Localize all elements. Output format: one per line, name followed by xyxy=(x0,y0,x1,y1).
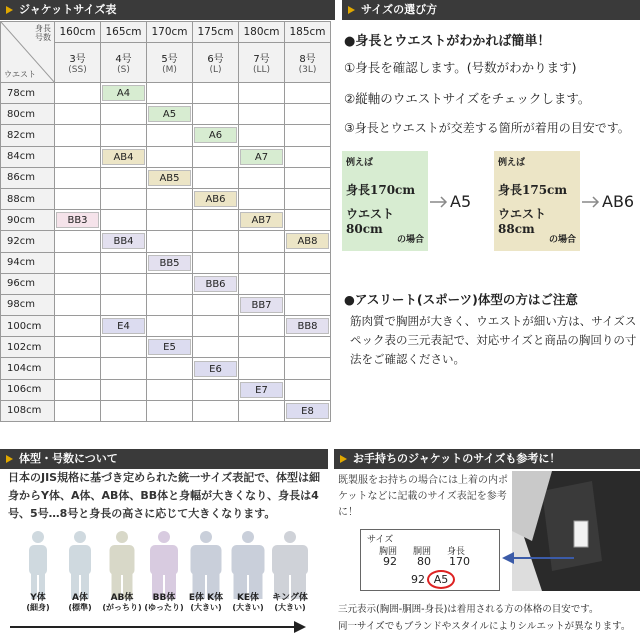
column-height-header: 170cm xyxy=(147,22,193,43)
waist-label: 98cm xyxy=(1,294,55,315)
size-cell xyxy=(147,125,193,146)
column-size-label: (L) xyxy=(209,64,222,75)
foot-note-2: 同一サイズでもブランドやスタイルによりシルエットが異なります。 xyxy=(338,621,631,632)
column-size-header xyxy=(239,43,285,83)
size-cell xyxy=(55,83,101,104)
column-size-header xyxy=(147,43,193,83)
size-cell xyxy=(147,104,193,125)
size-cell xyxy=(193,167,239,188)
size-cell xyxy=(147,400,193,421)
own-jacket-header xyxy=(334,449,640,469)
size-cell xyxy=(239,294,285,315)
body-type-title: 体型・号数について xyxy=(19,452,118,465)
own-jacket-title: お手持ちのジャケットのサイズも参考に！ xyxy=(353,452,561,465)
size-cell xyxy=(55,167,101,188)
size-cell xyxy=(239,231,285,252)
how-to-choose-panel xyxy=(342,0,640,380)
size-cell xyxy=(147,188,193,209)
bottom-section xyxy=(0,441,640,640)
column-number: 8号 xyxy=(299,53,316,65)
column-size-header xyxy=(193,43,239,83)
arrow-right-icon xyxy=(430,195,448,209)
body-type-desc: (大きい) xyxy=(274,603,306,612)
body-figure-icon xyxy=(226,529,270,601)
example-label: 例えば xyxy=(346,158,374,168)
size-cell xyxy=(285,379,331,400)
athlete-title: ●アスリート(スポーツ)体型の方はご注意 xyxy=(344,292,578,307)
size-table-title: ジャケットサイズ表 xyxy=(19,3,117,16)
waist-label: 106cm xyxy=(1,379,55,400)
table-row xyxy=(1,125,331,146)
body-type-header xyxy=(0,449,328,469)
column-size-header xyxy=(101,43,147,83)
column-number: 6号 xyxy=(207,53,224,65)
table-corner xyxy=(1,22,55,83)
example-result-2: AB6 xyxy=(602,192,635,211)
size-cell xyxy=(101,83,147,104)
size-cell xyxy=(55,337,101,358)
column-height-header: 165cm xyxy=(101,22,147,43)
size-cell xyxy=(55,104,101,125)
table-row xyxy=(1,294,331,315)
size-cell xyxy=(147,83,193,104)
size-cell xyxy=(101,400,147,421)
size-table xyxy=(0,21,331,422)
column-number: 3号 xyxy=(69,53,86,65)
arrow-right-icon xyxy=(10,621,306,633)
size-cell xyxy=(193,210,239,231)
step-1: ①身長を確認します。(号数がわかります) xyxy=(344,60,577,75)
size-cell xyxy=(193,83,239,104)
size-cell xyxy=(193,104,239,125)
size-cell xyxy=(193,125,239,146)
step-3: ③身長とウエストが交差する箇所が着用の目安です。 xyxy=(344,121,630,135)
size-cell xyxy=(285,210,331,231)
size-cell xyxy=(147,252,193,273)
body-type-label xyxy=(142,593,186,613)
column-height-header: 185cm xyxy=(285,22,331,43)
table-row xyxy=(1,400,331,421)
body-type-desc: (細身) xyxy=(26,603,50,612)
body-figure-icon xyxy=(100,529,144,601)
size-code: BB7 xyxy=(240,297,283,313)
body-type-name: KE体 xyxy=(236,593,260,603)
body-figure-icon xyxy=(16,529,60,601)
label-size-code: A5 xyxy=(427,570,455,589)
size-cell xyxy=(193,379,239,400)
column-size-label: (3L) xyxy=(298,64,317,75)
size-cell xyxy=(193,358,239,379)
column-height-header: 160cm xyxy=(55,22,101,43)
size-cell xyxy=(101,316,147,337)
table-row xyxy=(1,210,331,231)
example-waist: ウエスト88cm xyxy=(498,207,547,236)
size-cell xyxy=(55,400,101,421)
size-cell xyxy=(239,337,285,358)
size-cell xyxy=(285,252,331,273)
size-cell xyxy=(55,379,101,400)
size-cell xyxy=(285,273,331,294)
body-figure-icon xyxy=(268,529,312,601)
size-cell xyxy=(193,252,239,273)
howto-title: ●身長とウエストがわかれば簡単！ xyxy=(344,34,551,49)
size-cell xyxy=(101,294,147,315)
size-code: E5 xyxy=(148,339,191,355)
size-cell xyxy=(147,273,193,294)
size-cell xyxy=(147,167,193,188)
body-type-desc: (大きい) xyxy=(190,603,222,612)
size-cell xyxy=(285,167,331,188)
body-type-label xyxy=(58,593,102,613)
body-type-name: BB体 xyxy=(152,593,176,603)
size-code: A4 xyxy=(102,85,145,101)
pointer-arrow-icon xyxy=(502,551,574,565)
table-row xyxy=(1,167,331,188)
size-code: AB4 xyxy=(102,149,145,165)
size-cell xyxy=(55,188,101,209)
size-cell xyxy=(239,358,285,379)
size-cell xyxy=(147,316,193,337)
table-row xyxy=(1,83,331,104)
size-code: AB6 xyxy=(194,191,237,207)
size-code: BB8 xyxy=(286,318,329,334)
size-cell xyxy=(101,379,147,400)
table-row xyxy=(1,273,331,294)
column-size-header xyxy=(285,43,331,83)
table-row xyxy=(1,337,331,358)
size-cell xyxy=(55,358,101,379)
column-size-label: (LL) xyxy=(252,64,271,75)
size-cell xyxy=(147,337,193,358)
body-type-name: E体 K体 xyxy=(188,593,224,603)
waist-label: 102cm xyxy=(1,337,55,358)
foot-note-1: 三元表示(胸囲-胴囲-身長)は着用される方の体格の目安です。 xyxy=(338,604,599,615)
table-row xyxy=(1,231,331,252)
size-cell xyxy=(193,231,239,252)
label-waist-value: 80 xyxy=(417,555,431,568)
example-height: 身長170cm xyxy=(346,183,416,197)
label-h-chest: 胸囲 xyxy=(379,547,398,557)
column-number: 5号 xyxy=(161,53,178,65)
size-cell xyxy=(55,125,101,146)
arrow-right-icon xyxy=(582,195,600,209)
size-label-card xyxy=(360,529,500,591)
size-cell xyxy=(285,104,331,125)
size-cell xyxy=(285,294,331,315)
size-code: E7 xyxy=(240,382,283,398)
size-cell xyxy=(193,294,239,315)
waist-label: 92cm xyxy=(1,231,55,252)
example-label: 例えば xyxy=(498,158,526,168)
size-code: BB4 xyxy=(102,233,145,249)
waist-label: 78cm xyxy=(1,83,55,104)
column-number: 7号 xyxy=(253,53,270,65)
example-case: の場合 xyxy=(396,235,424,245)
waist-label: 96cm xyxy=(1,273,55,294)
example-result-1: A5 xyxy=(450,192,472,211)
label-chest-value: 92 xyxy=(383,555,397,568)
waist-label: 90cm xyxy=(1,210,55,231)
size-cell xyxy=(101,125,147,146)
table-row xyxy=(1,316,331,337)
size-cell xyxy=(285,400,331,421)
size-code: AB5 xyxy=(148,170,191,186)
triangle-icon xyxy=(6,455,13,463)
size-code: E8 xyxy=(286,403,329,419)
size-cell xyxy=(101,358,147,379)
size-cell xyxy=(101,231,147,252)
waist-label: 108cm xyxy=(1,400,55,421)
waist-label: 84cm xyxy=(1,146,55,167)
step-2: ②縦軸のウエストサイズをチェックします。 xyxy=(344,91,591,106)
waist-label: 88cm xyxy=(1,188,55,209)
size-code: A7 xyxy=(240,149,283,165)
body-type-name: Y体 xyxy=(30,593,46,603)
triangle-icon xyxy=(340,455,347,463)
size-code: A6 xyxy=(194,127,237,143)
size-cell xyxy=(55,252,101,273)
size-cell xyxy=(193,146,239,167)
size-cell xyxy=(285,188,331,209)
size-cell xyxy=(285,316,331,337)
example-box-1 xyxy=(342,151,428,251)
body-type-label xyxy=(268,593,312,613)
table-row xyxy=(1,146,331,167)
table-row xyxy=(1,252,331,273)
size-cell xyxy=(101,167,147,188)
athlete-text: 筋肉質で胸囲が大きく、ウエストが細い方は、サイズスペック表の三元表記で、対応サイズと商品の胸回りの寸法をご確認ください。 xyxy=(350,314,637,366)
body-type-label xyxy=(184,593,228,613)
body-type-name: AB体 xyxy=(110,593,134,603)
body-type-name: キング体 xyxy=(272,593,308,603)
size-cell xyxy=(239,83,285,104)
size-cell xyxy=(101,104,147,125)
size-code: BB6 xyxy=(194,276,237,292)
size-cell xyxy=(239,146,285,167)
size-cell xyxy=(239,252,285,273)
corner-height-label: 身長 号数 xyxy=(35,24,51,42)
size-cell xyxy=(239,379,285,400)
body-type-desc: (ゆったり) xyxy=(144,603,184,612)
size-cell xyxy=(239,273,285,294)
label-h-waist: 胴囲 xyxy=(413,547,432,557)
body-type-panel xyxy=(0,441,328,640)
table-row xyxy=(1,188,331,209)
size-cell xyxy=(239,188,285,209)
body-type-desc: (標準) xyxy=(68,603,92,612)
size-cell xyxy=(193,273,239,294)
size-cell xyxy=(285,125,331,146)
size-cell xyxy=(101,273,147,294)
size-cell xyxy=(101,146,147,167)
body-type-label xyxy=(100,593,144,613)
size-cell xyxy=(285,231,331,252)
size-cell xyxy=(55,316,101,337)
size-code: AB7 xyxy=(240,212,283,228)
body-figure-icon xyxy=(142,529,186,601)
body-figure-icon xyxy=(184,529,228,601)
size-cell xyxy=(239,316,285,337)
example-waist: ウエスト80cm xyxy=(346,207,395,236)
table-row xyxy=(1,358,331,379)
size-cell xyxy=(101,188,147,209)
body-type-label xyxy=(226,593,270,613)
own-jacket-panel xyxy=(334,441,640,640)
column-size-label: (M) xyxy=(162,64,177,75)
size-cell xyxy=(55,231,101,252)
column-size-label: (S) xyxy=(117,64,130,75)
size-code: E4 xyxy=(102,318,145,334)
waist-label: 82cm xyxy=(1,125,55,146)
example-height: 身長175cm xyxy=(498,183,568,197)
body-type-label xyxy=(16,593,60,613)
column-size-label: (SS) xyxy=(68,64,87,75)
size-cell xyxy=(147,146,193,167)
waist-label: 100cm xyxy=(1,316,55,337)
body-type-text: 日本のJIS規格に基づき定められた統一サイズ表記で、体型は細身からY体、A体、AB体、BB体と身幅が大きくなり、身長は4号、5号…8号と身長の高さに応じて大きくなります。 xyxy=(8,471,321,520)
size-cell xyxy=(285,146,331,167)
own-jacket-text: 既製服をお持ちの場合には上着の内ポケットなどに記載のサイズ表記を参考に！ xyxy=(338,475,508,518)
size-cell xyxy=(147,294,193,315)
size-cell xyxy=(55,210,101,231)
label-height-value: 170 xyxy=(449,555,470,568)
size-code: BB5 xyxy=(148,255,191,271)
size-cell xyxy=(147,210,193,231)
size-cell xyxy=(285,83,331,104)
size-cell xyxy=(193,316,239,337)
waist-label: 94cm xyxy=(1,252,55,273)
size-code: AB8 xyxy=(286,233,329,249)
size-cell xyxy=(101,337,147,358)
example-box-2 xyxy=(494,151,580,251)
size-cell xyxy=(147,379,193,400)
size-cell xyxy=(193,400,239,421)
column-number: 4号 xyxy=(115,53,132,65)
size-cell xyxy=(239,125,285,146)
how-to-choose-title: サイズの選び方 xyxy=(361,3,438,16)
size-cell xyxy=(55,273,101,294)
column-height-header: 175cm xyxy=(193,22,239,43)
body-type-desc: (がっちり) xyxy=(102,603,142,612)
label-code-number: 92 xyxy=(411,573,425,586)
label-h-height: 身長 xyxy=(447,547,466,557)
size-cell xyxy=(101,252,147,273)
table-row xyxy=(1,379,331,400)
column-size-header xyxy=(55,43,101,83)
size-cell xyxy=(101,210,147,231)
size-code: A5 xyxy=(148,106,191,122)
waist-label: 86cm xyxy=(1,167,55,188)
size-cell xyxy=(55,146,101,167)
body-type-name: A体 xyxy=(72,593,88,603)
table-row xyxy=(1,104,331,125)
body-figure-icon xyxy=(58,529,102,601)
size-cell xyxy=(147,358,193,379)
size-cell xyxy=(239,167,285,188)
size-cell xyxy=(193,337,239,358)
size-cell xyxy=(147,231,193,252)
size-table-header xyxy=(0,0,335,20)
size-code: E6 xyxy=(194,361,237,377)
size-cell xyxy=(193,188,239,209)
size-cell xyxy=(239,400,285,421)
body-type-desc: (大きい) xyxy=(232,603,264,612)
size-cell xyxy=(285,358,331,379)
size-cell xyxy=(239,104,285,125)
corner-waist-label: ウエスト xyxy=(4,70,36,79)
size-cell xyxy=(55,294,101,315)
column-height-header: 180cm xyxy=(239,22,285,43)
size-cell xyxy=(239,210,285,231)
size-code: BB3 xyxy=(56,212,99,228)
size-cell xyxy=(285,337,331,358)
waist-label: 80cm xyxy=(1,104,55,125)
jacket-photo xyxy=(512,471,640,591)
triangle-icon xyxy=(6,6,13,14)
label-title: サイズ xyxy=(367,535,394,545)
example-case: の場合 xyxy=(548,235,576,245)
waist-label: 104cm xyxy=(1,358,55,379)
